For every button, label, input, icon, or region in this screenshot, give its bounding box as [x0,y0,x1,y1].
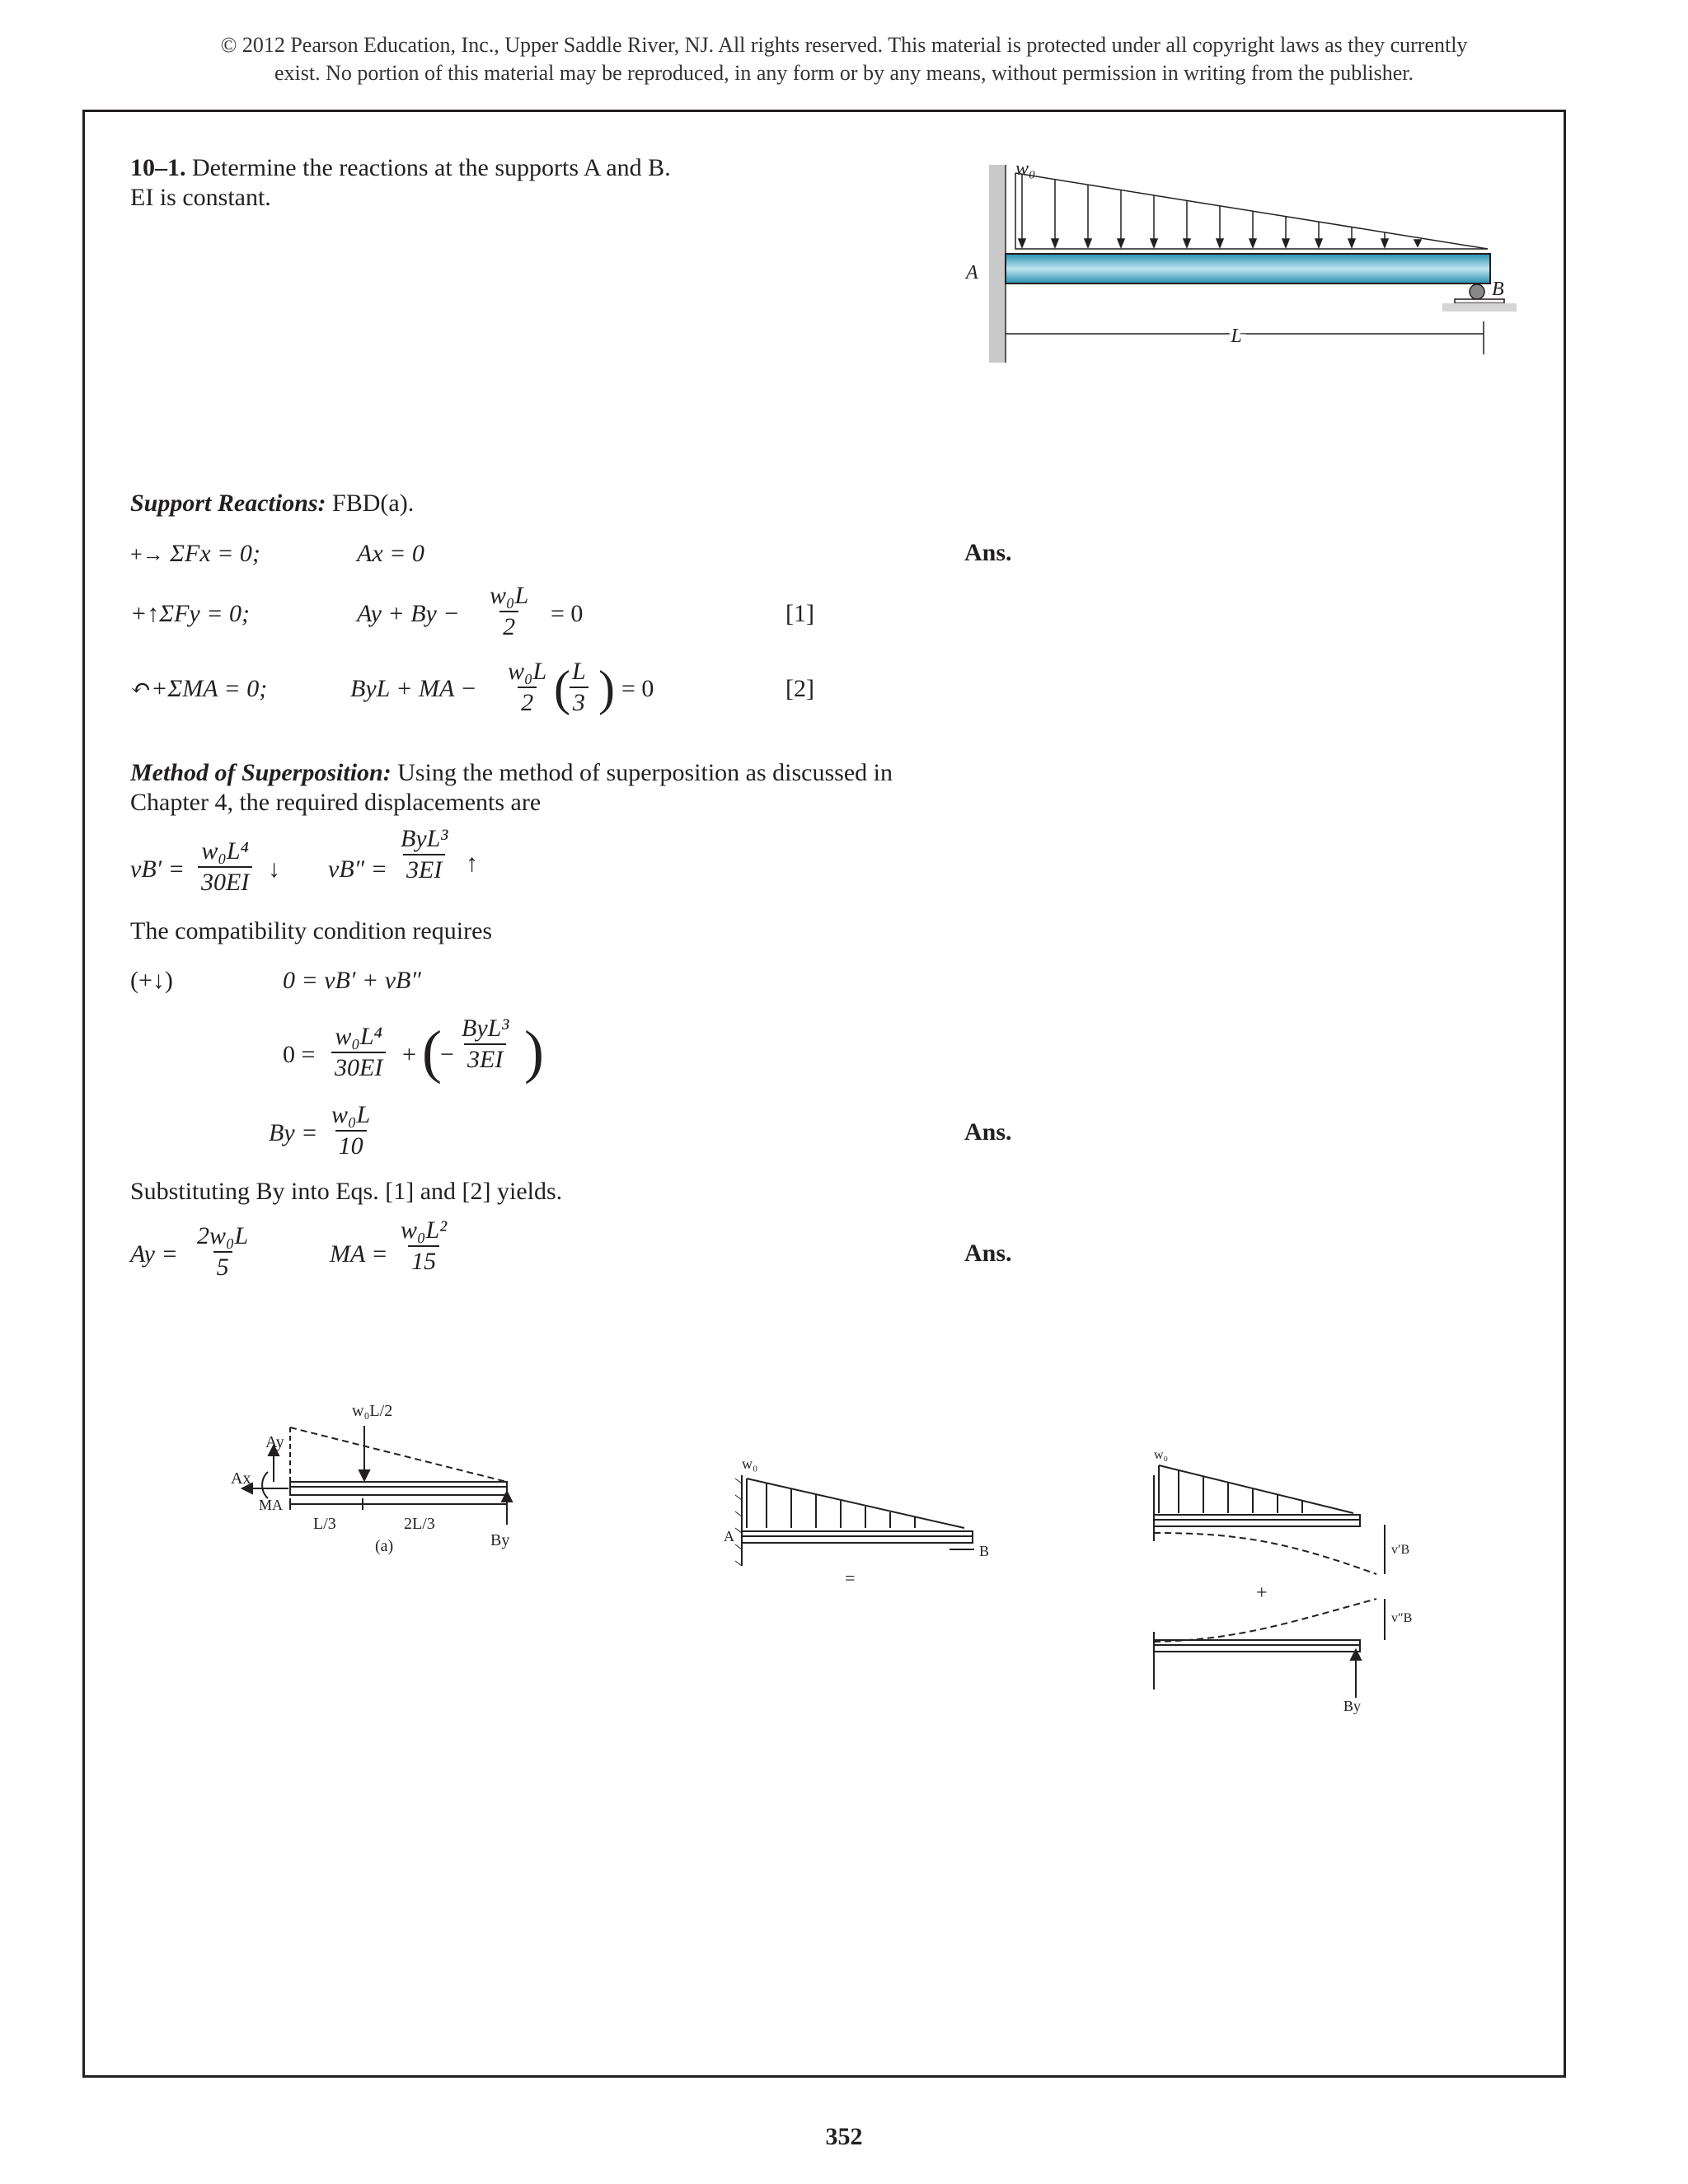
c2-den-2: 3EI [464,1043,506,1075]
eq2-fraction [486,581,532,642]
by-lhs: By = [269,1119,318,1146]
compat-eq-2-frac-2 [458,1014,512,1075]
vb2-sketch-label: v″B [1391,1611,1413,1625]
c2-open-paren: ( [422,1019,442,1085]
ay-den: 5 [213,1251,232,1282]
fbd-load-label: w₀L/2 [352,1402,393,1420]
eq1-lhs-text: ΣFx = 0; [170,540,260,567]
vb2-up-arrow-icon: ↑ [466,850,478,877]
orig-a-label: A [724,1528,734,1544]
equals-sign: = [845,1568,856,1588]
substitution-text: Substituting By into Eqs. [1] and [2] yields. [130,1178,563,1205]
eq3-paren-fraction [569,657,589,718]
eq3-lhs-text: +ΣMA = 0; [151,675,268,702]
fixed-wall [989,165,1006,363]
c2-close-paren: ) [524,1019,544,1085]
right-plus-arrow-icon: +→ [130,542,164,566]
ma-num: w₀L² [401,1216,448,1244]
vb1-sketch-label: v′B [1391,1543,1410,1557]
load-line [1015,173,1488,249]
c2-num-1: w₀L⁴ [335,1023,382,1050]
eq3-tag: [2] [785,675,814,702]
vb1-lhs: vB′ = [130,855,185,883]
plus-sign: + [1256,1582,1268,1604]
compat-eq-2-frac-1 [331,1022,386,1083]
vb1-den: 30EI [198,866,252,898]
eq3-fraction [504,657,550,718]
orig-b-label: B [979,1543,990,1559]
load-label: w₀ [1015,158,1036,180]
c2-den-1: 30EI [331,1052,386,1083]
by-den: 10 [335,1130,367,1161]
ccw-arrow-icon: ↶ [130,675,152,702]
copyright-notice [0,31,1688,87]
copyright-line-2: exist. No portion of this material may be reproduced, in any form or by any means, without permission in writing from the publisher. [274,61,1414,85]
fbd-ay-label: Ay [265,1433,284,1451]
eq2-num: w₀L [490,582,529,609]
vb2-fraction [397,824,451,885]
fbd-caption: (a) [375,1537,394,1555]
problem-statement [130,153,671,183]
page-number: 352 [825,2123,863,2150]
compat-eq-2-plus: + [402,1041,416,1068]
eq2-rhs-b: = 0 [551,600,584,627]
problem-text-1: Determine the reactions at the supports A and B. [192,154,671,181]
ma-fraction [397,1216,450,1277]
beam [1006,254,1490,284]
eq2-lhs: +↑ΣFy = 0; [130,600,250,627]
eq3-rhs-b: = 0 [621,675,654,702]
by-ans: Ans. [964,1118,1012,1146]
eq3-den: 2 [518,687,537,718]
vb2-num: ByL³ [401,825,448,852]
fbd-2l3-label: 2L/3 [404,1515,435,1533]
eq1-ans: Ans. [964,539,1012,566]
fbd-by-label: By [490,1531,510,1549]
eq3-open-paren: ( [554,661,570,715]
vb1-num: w₀L⁴ [201,837,249,865]
support-heading-rest: FBD(a). [332,490,415,517]
support-b-label: B [1492,279,1504,300]
eq3-paren-num: L [572,658,586,685]
eq3-paren-den: 3 [570,687,588,718]
parts-by-label: By [1343,1698,1362,1714]
eq1-lhs [130,539,260,569]
c2-minus: − [440,1041,454,1068]
eq2-rhs-a: Ay + By − [357,600,460,627]
eq3-close-paren: ) [598,661,615,715]
ma-lhs: MA = [330,1240,388,1268]
superposition-line-1: Using the method of superposition as discussed in [397,759,893,786]
main-beam-figure [956,157,1533,371]
final-ans: Ans. [964,1240,1012,1267]
roller-support [1470,284,1484,299]
superposition-sketch-parts [1137,1434,1451,1714]
vb2-lhs: vB″ = [328,855,387,883]
orig-w0-label: w₀ [742,1455,758,1472]
support-a-label: A [966,262,978,284]
by-fraction [328,1100,373,1161]
sign-convention: (+↓) [130,967,173,994]
eq3-lhs [130,674,267,704]
eq3-num: w₀L [508,658,547,685]
ay-lhs: Ay = [130,1240,178,1268]
by-num: w₀L [331,1101,371,1128]
copyright-line-1: © 2012 Pearson Education, Inc., Upper Saddle River, NJ. All rights reserved. This material is protected under all copyright laws as they currently [220,33,1468,57]
eq3-rhs-a: ByL + MA − [350,675,477,702]
problem-text-2: EI is constant. [130,184,271,211]
compat-eq-2-lhs: 0 = [283,1041,316,1068]
vb1-fraction [198,837,252,898]
ay-num: 2w₀L [197,1222,249,1249]
eq1-rhs: Ax = 0 [357,540,424,567]
span-label: L [1231,326,1242,347]
content-frame [82,110,1566,2078]
fbd-l3-label: L/3 [313,1515,336,1533]
load-arrows [1019,174,1421,247]
problem-number: 10–1. [130,154,186,181]
superposition-heading [130,758,893,788]
parts-w0-label: w₀ [1154,1448,1169,1462]
ay-fraction [194,1221,251,1282]
support-heading-bold: Support Reactions: [130,490,326,517]
superposition-line-2: Chapter 4, the required displacements are [130,789,542,816]
fbd-sketch [223,1393,552,1574]
compat-eq-1: 0 = vB′ + vB″ [283,967,421,994]
c2-num-2: ByL³ [462,1015,509,1042]
fbd-ma-label: MA [259,1497,284,1513]
eq2-tag: [1] [785,600,814,627]
eq2-den: 2 [499,611,518,642]
compatibility-text: The compatibility condition requires [130,917,493,944]
fbd-ax-label: Ax [231,1469,251,1488]
support-reactions-heading [130,489,414,518]
vb2-den: 3EI [403,854,445,885]
superposition-heading-bold: Method of Superposition: [130,759,392,786]
ma-den: 15 [408,1245,439,1277]
superposition-sketch-original [717,1442,997,1591]
vb1-down-arrow-icon: ↓ [268,855,280,883]
